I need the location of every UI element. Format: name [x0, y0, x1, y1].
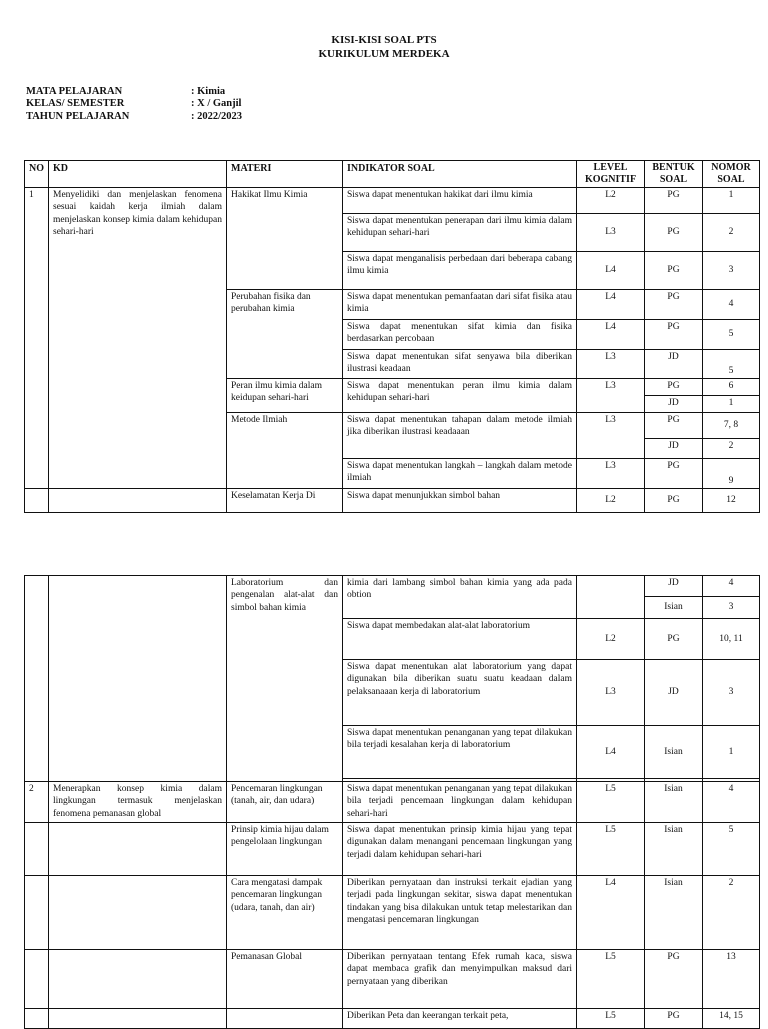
- bentuk-cell: PG: [645, 619, 703, 660]
- nomor-cell: 3: [703, 597, 760, 619]
- bentuk-cell: PG: [645, 950, 703, 1009]
- level-cell: L2: [577, 619, 645, 660]
- bentuk-cell: PG: [645, 459, 703, 489]
- level-cell-empty: [577, 576, 645, 619]
- kd-cell-empty: [49, 950, 227, 1009]
- row-number-empty: [25, 576, 49, 782]
- kd-cell-empty: [49, 1009, 227, 1029]
- meta-row-year: [26, 111, 242, 122]
- meta-row-class: [26, 98, 241, 109]
- level-cell: L4: [577, 726, 645, 779]
- nomor-cell: 2: [703, 214, 760, 252]
- indikator-cell: Siswa dapat menentukan langkah – langkah dalam metode ilmiah: [343, 459, 577, 489]
- blueprint-table-page-2: [24, 575, 760, 1029]
- bentuk-cell: Isian: [645, 782, 703, 823]
- table-row: [25, 576, 760, 597]
- indikator-cell: Diberikan pernyataan tentang Efek rumah kaca, siswa dapat membaca grafik dan menyimpulkan maksud dari pernyataan yang diberikan: [343, 950, 577, 1009]
- bentuk-cell: PG: [645, 379, 703, 396]
- bentuk-cell: JD: [645, 350, 703, 379]
- table-row: [25, 489, 760, 513]
- materi-cell: Metode Ilmiah: [227, 413, 343, 489]
- indikator-cell: Siswa dapat menentukan hakikat dari ilmu kimia: [343, 188, 577, 214]
- column-header-bentuk: BENTUK SOAL: [645, 161, 703, 188]
- column-header-kd: KD: [49, 161, 227, 188]
- row-number-empty: [25, 489, 49, 513]
- nomor-cell: 2: [703, 876, 760, 950]
- nomor-cell: 1: [703, 188, 760, 214]
- kd-cell-empty: [49, 489, 227, 513]
- level-cell: L5: [577, 1009, 645, 1029]
- blueprint-table-page-1: [24, 160, 760, 513]
- level-cell: L4: [577, 252, 645, 290]
- nomor-cell: 5: [703, 350, 760, 379]
- meta-value: : Kimia: [191, 86, 226, 97]
- bentuk-cell: Isian: [645, 597, 703, 619]
- bentuk-cell: Isian: [645, 876, 703, 950]
- materi-cell: Peran ilmu kimia dalam keidupan sehari-hari: [227, 379, 343, 413]
- indikator-cell: Siswa dapat menunjukkan simbol bahan: [343, 489, 577, 513]
- indikator-cell: Siswa dapat menentukan alat laboratorium yang dapat digunakan bila diberikan suatu suatu keadaan dalam pelaksanaaan kerja di laboratorium: [343, 660, 577, 726]
- nomor-cell: 5: [703, 823, 760, 876]
- table-row: [25, 950, 760, 1009]
- indikator-cell: Siswa dapat membedakan alat-alat laboratorium: [343, 619, 577, 660]
- table-row: [25, 782, 760, 823]
- meta-value: : 2022/2023: [191, 111, 243, 122]
- row-number: 1: [25, 188, 49, 489]
- bentuk-cell: JD: [645, 439, 703, 459]
- indikator-cell: Siswa dapat menentukan penerapan dari ilmu kimia dalam kehidupan sehari-hari: [343, 214, 577, 252]
- indikator-cell: Siswa dapat menentukan sifat senyawa bila diberikan ilustrasi keadaan: [343, 350, 577, 379]
- row-number-empty: [25, 1009, 49, 1029]
- level-cell: L4: [577, 876, 645, 950]
- document-title: KISI-KISI SOAL PTS: [331, 34, 437, 46]
- materi-cell: Perubahan fisika dan perubahan kimia: [227, 290, 343, 379]
- materi-cell: Pemanasan Global: [227, 950, 343, 1009]
- level-cell: L4: [577, 320, 645, 350]
- level-cell: L3: [577, 214, 645, 252]
- bentuk-cell: PG: [645, 252, 703, 290]
- level-cell: L5: [577, 950, 645, 1009]
- meta-value: : X / Ganjil: [191, 98, 242, 109]
- materi-cell: Laboratorium dan pengenalan alat-alat dan simbol bahan kimia: [227, 576, 343, 782]
- level-cell: L3: [577, 459, 645, 489]
- indikator-cell: Siswa dapat menentukan sifat kimia dan fisika berdasarkan percobaan: [343, 320, 577, 350]
- nomor-cell: 4: [703, 782, 760, 823]
- indikator-cell: Siswa dapat menentukan penanganan yang tepat dilakukan bila terjadi kesalahan kerja di laboratorium: [343, 726, 577, 779]
- materi-cell: [227, 1009, 343, 1029]
- indikator-cell: Diberikan pernyataan dan instruksi terkait ejadian yang terjadi pada lingkungan sekitar, siswa dapat menentukan tindakan yang bisa dilakukan untuk tetap melestarikan dan mengatasi pencemaran lingkungan: [343, 876, 577, 950]
- bentuk-cell: Isian: [645, 823, 703, 876]
- kd-cell: Menyelidiki dan menjelaskan fenomena sesuai kaidah kerja ilmiah dalam menjelaskan konsep kimia dalam kehidupan sehari-hari: [49, 188, 227, 489]
- nomor-cell: 13: [703, 950, 760, 1009]
- column-header-no: NO: [25, 161, 49, 188]
- kd-cell-empty: [49, 876, 227, 950]
- level-cell: L4: [577, 290, 645, 320]
- nomor-cell: 3: [703, 252, 760, 290]
- nomor-cell: 6: [703, 379, 760, 396]
- level-cell: L5: [577, 782, 645, 823]
- table-row: [25, 823, 760, 876]
- table-row: [25, 876, 760, 950]
- meta-label: MATA PELAJARAN: [26, 86, 123, 97]
- bentuk-cell: PG: [645, 320, 703, 350]
- bentuk-cell: JD: [645, 660, 703, 726]
- kd-cell-empty: [49, 576, 227, 782]
- level-cell: L3: [577, 379, 645, 413]
- level-cell: L3: [577, 660, 645, 726]
- level-cell: L3: [577, 413, 645, 459]
- table-row: [25, 1009, 760, 1029]
- indikator-cell: Siswa dapat menentukan penanganan yang tepat dilakukan bila terjadi pencemaan lingkungan dalam kehidupan sehari-hari: [343, 782, 577, 823]
- nomor-cell: 1: [703, 396, 760, 413]
- column-header-nomor: NOMOR SOAL: [703, 161, 760, 188]
- indikator-cell: Siswa dapat menentukan pemanfaatan dari sifat fisika atau kimia: [343, 290, 577, 320]
- meta-label: KELAS/ SEMESTER: [26, 98, 125, 109]
- bentuk-cell: JD: [645, 396, 703, 413]
- row-number-empty: [25, 823, 49, 876]
- nomor-cell: 12: [703, 489, 760, 513]
- meta-row-subject: [26, 86, 225, 97]
- materi-cell: Keselamatan Kerja Di: [227, 489, 343, 513]
- indikator-cell: Siswa dapat menentukan tahapan dalam metode ilmiah jika diberikan ilustrasi keadaaan: [343, 413, 577, 459]
- indikator-cell: Siswa dapat menganalisis perbedaan dari beberapa cabang ilmu kimia: [343, 252, 577, 290]
- table-row: [25, 188, 760, 214]
- level-cell: L5: [577, 823, 645, 876]
- nomor-cell: 5: [703, 320, 760, 350]
- bentuk-cell: Isian: [645, 726, 703, 779]
- column-header-level: LEVEL KOGNITIF: [577, 161, 645, 188]
- nomor-cell: 7, 8: [703, 413, 760, 439]
- bentuk-cell: PG: [645, 1009, 703, 1029]
- indikator-cell: kimia dari lambang simbol bahan kimia yang ada pada obtion: [343, 576, 577, 619]
- nomor-cell: 1: [703, 726, 760, 779]
- kd-cell-empty: [49, 823, 227, 876]
- indikator-cell: Siswa dapat menentukan peran ilmu kimia dalam kehidupan sehari-hari: [343, 379, 577, 413]
- level-cell: L2: [577, 188, 645, 214]
- bentuk-cell: PG: [645, 413, 703, 439]
- bentuk-cell: JD: [645, 576, 703, 597]
- nomor-cell: 9: [703, 459, 760, 489]
- materi-cell: Prinsip kimia hijau dalam pengelolaan lingkungan: [227, 823, 343, 876]
- bentuk-cell: PG: [645, 188, 703, 214]
- materi-cell: Cara mengatasi dampak pencemaran lingkungan (udara, tanah, dan air): [227, 876, 343, 950]
- indikator-cell: Diberikan Peta dan keerangan terkait peta,: [343, 1009, 577, 1029]
- level-cell: L2: [577, 489, 645, 513]
- indikator-cell: Siswa dapat menentukan prinsip kimia hijau yang tepat digunakan dalam menangani pencemaan lingkungan yang terjadi dalam kehidupan sehari-hari: [343, 823, 577, 876]
- document-subtitle: KURIKULUM MERDEKA: [318, 48, 450, 60]
- nomor-cell: 3: [703, 660, 760, 726]
- meta-label: TAHUN PELAJARAN: [26, 111, 130, 122]
- bentuk-cell: PG: [645, 290, 703, 320]
- column-header-materi: MATERI: [227, 161, 343, 188]
- row-number-empty: [25, 950, 49, 1009]
- nomor-cell: 4: [703, 576, 760, 597]
- materi-cell: Pencemaran lingkungan (tanah, air, dan udara): [227, 782, 343, 823]
- kd-cell: Menerapkan konsep kimia dalam lingkungan termasuk menjelaskan fenomena pemanasan global: [49, 782, 227, 823]
- row-number-empty: [25, 876, 49, 950]
- bentuk-cell: PG: [645, 489, 703, 513]
- table-header-row: [25, 161, 760, 188]
- bentuk-cell: PG: [645, 214, 703, 252]
- materi-cell: Hakikat Ilmu Kimia: [227, 188, 343, 290]
- level-cell: L3: [577, 350, 645, 379]
- column-header-indikator: INDIKATOR SOAL: [343, 161, 577, 188]
- nomor-cell: 10, 11: [703, 619, 760, 660]
- nomor-cell: 4: [703, 290, 760, 320]
- row-number: 2: [25, 782, 49, 823]
- nomor-cell: 14, 15: [703, 1009, 760, 1029]
- nomor-cell: 2: [703, 439, 760, 459]
